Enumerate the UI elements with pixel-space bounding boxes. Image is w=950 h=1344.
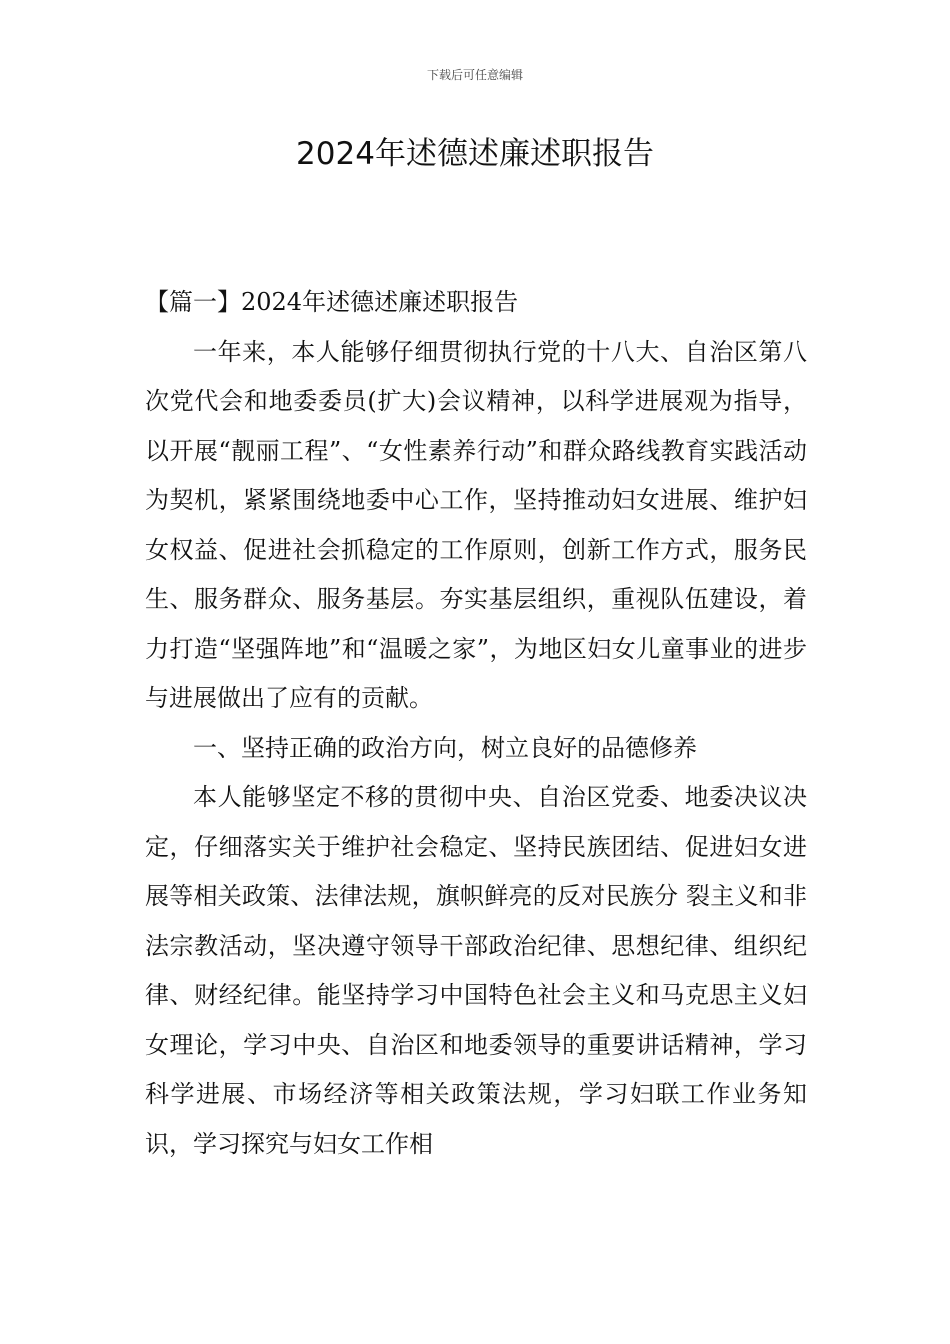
subheading-political-direction: 一、坚持正确的政治方向，树立良好的品德修养 bbox=[193, 733, 697, 762]
header-note: 下载后可任意编辑 bbox=[426, 68, 523, 82]
paragraph-intro: 一年来，本人能够仔细贯彻执行党的十八大、自治区第八次党代会和地委委员(扩大)会议精神，以科学进展观为指导，以开展“靓丽工程”、“女性素养行动”和群众路线教育实践活动为契机，紧紧围绕地委中心工作，坚持推动妇女进展、维护妇女权益、促进社会抓稳定的工作原则，创新工作方式，服务民生、服务群众、服务基层。夯实基层组织，重视队伍建设，着力打造“坚强阵地”和“温暖之家”，为地区妇女儿童事业的进步与进展做出了应有的贡献。 bbox=[145, 337, 807, 712]
document-body bbox=[145, 278, 807, 1169]
section-heading: 【篇一】2024年述德述廉述职报告 bbox=[145, 288, 519, 316]
document-title: 2024年述德述廉述职报告 bbox=[296, 136, 654, 172]
paragraph-political-direction: 本人能够坚定不移的贯彻中央、自治区党委、地委决议决定，仔细落实关于维护社会稳定、坚持民族团结、促进妇女进展等相关政策、法律法规，旗帜鲜亮的反对民族分 裂主义和非法宗教活动，坚决遵守领导干部政治纪律、思想纪律、组织纪律、财经纪律。能坚持学习中国特色社会主义和马克思主义妇女理论，学习中央、自治区和地委领导的重要讲话精神，学习科学进展、市场经济等相关政策法规，学习妇联工作业务知识，学习探究与妇女工作相 bbox=[145, 783, 807, 1158]
